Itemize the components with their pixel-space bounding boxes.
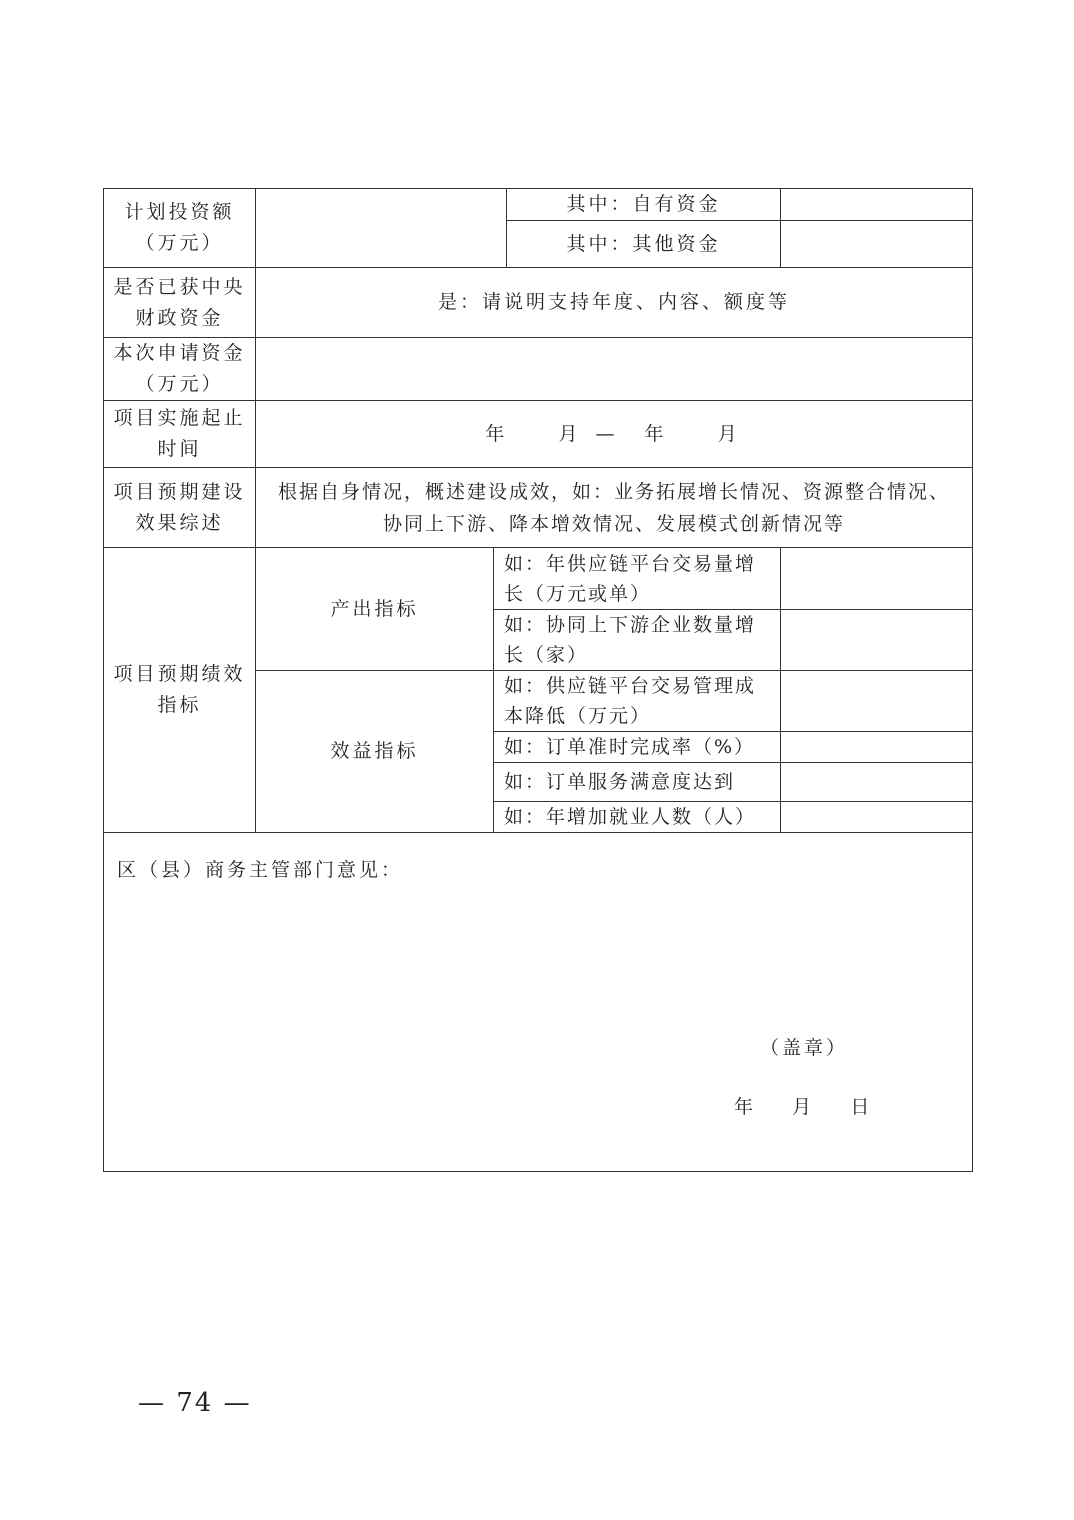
performance-label-line1: 项目预期绩效	[113, 663, 246, 685]
expected-effect-label	[104, 468, 256, 548]
benefit-indicator-item: 如：供应链平台交易管理成本降低（万元）	[494, 671, 781, 732]
central-funds-label-line2: 财政资金	[135, 306, 224, 329]
performance-label	[104, 548, 256, 833]
implementation-period-label-line2: 时间	[157, 438, 202, 460]
benefit-indicator-label: 效益指标	[256, 671, 494, 833]
central-funds-label-line1: 是否已获中央	[113, 275, 246, 298]
requested-funds-label	[104, 338, 256, 401]
planned-investment-label-line1: 计划投资额	[124, 201, 235, 223]
expected-effect-label-line1: 项目预期建设	[113, 480, 246, 503]
implementation-period-text: 年 月 — 年 月	[485, 422, 743, 445]
output-indicator-value-field[interactable]	[781, 610, 973, 671]
performance-label-line2: 指标	[157, 694, 202, 716]
own-funds-label: 其中：自有资金	[507, 189, 781, 221]
page-number: — 74 —	[138, 1388, 252, 1418]
output-indicator-label: 产出指标	[256, 548, 494, 671]
output-indicator-item: 如：协同上下游企业数量增长（家）	[494, 610, 781, 671]
application-form-table	[103, 188, 973, 1172]
expected-effect-text-line2: 协同上下游、降本增效情况、发展模式创新情况等	[382, 512, 845, 535]
benefit-indicator-value-field[interactable]	[781, 763, 973, 802]
implementation-period-label	[104, 401, 256, 468]
benefit-indicator-value-field[interactable]	[781, 671, 973, 732]
expected-effect-label-line2: 效果综述	[135, 511, 224, 534]
other-funds-label: 其中：其他资金	[507, 221, 781, 268]
benefit-indicator-value-field[interactable]	[781, 802, 973, 833]
implementation-period-label-line1: 项目实施起止	[113, 407, 246, 429]
output-indicator-value-field[interactable]	[781, 548, 973, 610]
benefit-indicator-value-field[interactable]	[781, 732, 973, 763]
signature-date: 年 月 日	[734, 1096, 873, 1118]
central-funds-label	[104, 268, 256, 338]
requested-funds-label-line2: （万元）	[135, 373, 224, 395]
seal-label: （盖章）	[760, 1037, 849, 1059]
requested-funds-field[interactable]	[256, 338, 973, 401]
expected-effect-field[interactable]	[256, 468, 973, 548]
central-funds-field[interactable]: 是：请说明支持年度、内容、额度等	[256, 268, 973, 338]
planned-investment-total-field[interactable]	[256, 189, 507, 268]
expected-effect-text-line1: 根据自身情况，概述建设成效，如：业务拓展增长情况、资源整合情况、	[277, 480, 950, 503]
opinion-label: 区（县）商务主管部门意见：	[117, 859, 404, 881]
other-funds-field[interactable]	[781, 221, 973, 268]
planned-investment-label	[104, 189, 256, 268]
benefit-indicator-item: 如：订单准时完成率（%）	[494, 732, 781, 763]
opinion-field[interactable]	[104, 833, 973, 1172]
benefit-indicator-item: 如：年增加就业人数（人）	[494, 802, 781, 833]
requested-funds-label-line1: 本次申请资金	[113, 342, 246, 364]
benefit-indicator-item: 如：订单服务满意度达到	[494, 763, 781, 802]
implementation-period-field[interactable]	[256, 401, 973, 468]
output-indicator-item: 如：年供应链平台交易量增长（万元或单）	[494, 548, 781, 610]
own-funds-field[interactable]	[781, 189, 973, 221]
planned-investment-label-line2: （万元）	[135, 232, 224, 254]
